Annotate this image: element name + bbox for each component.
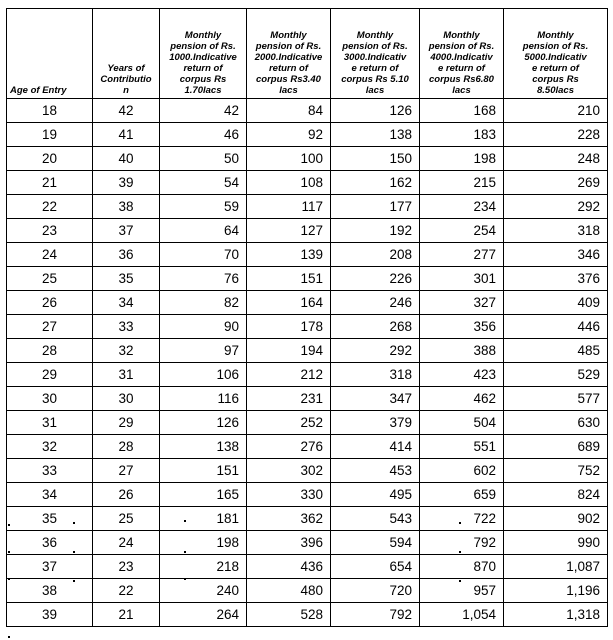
- cell-pension-1000: 264: [160, 603, 247, 627]
- table-row: [7, 531, 608, 555]
- header-pension-4000: Monthly pension of Rs. 4000.Indicativ e return of corpus Rs6.80 lacs: [420, 9, 504, 99]
- scan-speck: [459, 522, 461, 524]
- scan-speck: [8, 524, 10, 526]
- cell-years: 29: [93, 411, 160, 435]
- header-pension-3000: Monthly pension of Rs. 3000.Indicativ e return of corpus Rs 5.10 lacs: [331, 9, 420, 99]
- header-years-of-contribution: Years of Contributio n: [93, 9, 160, 99]
- scan-speck: [8, 578, 10, 580]
- cell-pension-1000: 64: [160, 219, 247, 243]
- cell-pension-5000: 409: [504, 291, 608, 315]
- table-row: [7, 243, 608, 267]
- cell-pension-5000: 1,318: [504, 603, 608, 627]
- scan-speck: [459, 580, 461, 582]
- cell-pension-1000: 59: [160, 195, 247, 219]
- cell-pension-2000: 396: [247, 531, 331, 555]
- cell-pension-4000: 957: [420, 579, 504, 603]
- cell-pension-2000: 276: [247, 435, 331, 459]
- cell-pension-3000: 177: [331, 195, 420, 219]
- cell-pension-4000: 198: [420, 147, 504, 171]
- cell-years: 30: [93, 387, 160, 411]
- table-row: [7, 363, 608, 387]
- cell-years: 26: [93, 483, 160, 507]
- cell-years: 28: [93, 435, 160, 459]
- cell-age: 24: [7, 243, 93, 267]
- cell-pension-4000: 602: [420, 459, 504, 483]
- cell-pension-2000: 302: [247, 459, 331, 483]
- cell-pension-3000: 208: [331, 243, 420, 267]
- cell-pension-2000: 92: [247, 123, 331, 147]
- cell-pension-2000: 151: [247, 267, 331, 291]
- cell-pension-2000: 108: [247, 171, 331, 195]
- cell-years: 38: [93, 195, 160, 219]
- cell-pension-1000: 138: [160, 435, 247, 459]
- cell-pension-3000: 654: [331, 555, 420, 579]
- cell-pension-3000: 453: [331, 459, 420, 483]
- cell-pension-4000: 327: [420, 291, 504, 315]
- cell-pension-1000: 70: [160, 243, 247, 267]
- cell-pension-5000: 630: [504, 411, 608, 435]
- cell-pension-4000: 277: [420, 243, 504, 267]
- table-row: [7, 579, 608, 603]
- cell-pension-3000: 347: [331, 387, 420, 411]
- cell-age: 39: [7, 603, 93, 627]
- cell-pension-2000: 164: [247, 291, 331, 315]
- cell-pension-4000: 183: [420, 123, 504, 147]
- cell-pension-4000: 168: [420, 99, 504, 123]
- table-row: [7, 483, 608, 507]
- table-row: [7, 387, 608, 411]
- cell-pension-5000: 269: [504, 171, 608, 195]
- cell-pension-4000: 356: [420, 315, 504, 339]
- cell-years: 41: [93, 123, 160, 147]
- cell-age: 33: [7, 459, 93, 483]
- cell-pension-3000: 495: [331, 483, 420, 507]
- cell-years: 23: [93, 555, 160, 579]
- table-row: [7, 147, 608, 171]
- cell-age: 28: [7, 339, 93, 363]
- cell-pension-3000: 192: [331, 219, 420, 243]
- cell-pension-4000: 722: [420, 507, 504, 531]
- table-row: [7, 315, 608, 339]
- table-row: [7, 99, 608, 123]
- scan-speck: [8, 636, 10, 638]
- cell-pension-1000: 198: [160, 531, 247, 555]
- scan-speck: [73, 580, 75, 582]
- cell-age: 26: [7, 291, 93, 315]
- cell-pension-5000: 485: [504, 339, 608, 363]
- table-row: [7, 435, 608, 459]
- table-row: [7, 459, 608, 483]
- cell-years: 35: [93, 267, 160, 291]
- cell-pension-4000: 301: [420, 267, 504, 291]
- cell-years: 25: [93, 507, 160, 531]
- cell-pension-4000: 462: [420, 387, 504, 411]
- cell-pension-1000: 90: [160, 315, 247, 339]
- cell-pension-3000: 292: [331, 339, 420, 363]
- cell-pension-5000: 902: [504, 507, 608, 531]
- cell-pension-5000: 1,196: [504, 579, 608, 603]
- table-row: [7, 195, 608, 219]
- cell-pension-5000: 210: [504, 99, 608, 123]
- cell-age: 29: [7, 363, 93, 387]
- header-pension-2000: Monthly pension of Rs. 2000.Indicative return of corpus Rs3.40 lacs: [247, 9, 331, 99]
- table-row: [7, 171, 608, 195]
- cell-pension-5000: 577: [504, 387, 608, 411]
- cell-pension-2000: 252: [247, 411, 331, 435]
- table-row: [7, 267, 608, 291]
- table-row: [7, 339, 608, 363]
- cell-age: 35: [7, 507, 93, 531]
- cell-pension-1000: 97: [160, 339, 247, 363]
- cell-pension-3000: 162: [331, 171, 420, 195]
- cell-pension-2000: 528: [247, 603, 331, 627]
- cell-pension-5000: 752: [504, 459, 608, 483]
- cell-age: 25: [7, 267, 93, 291]
- cell-age: 38: [7, 579, 93, 603]
- scan-speck: [459, 551, 461, 553]
- cell-pension-5000: 376: [504, 267, 608, 291]
- cell-pension-5000: 292: [504, 195, 608, 219]
- header-pension-5000: Monthly pension of Rs. 5000.Indicativ e return of corpus Rs 8.50lacs: [504, 9, 608, 99]
- cell-pension-3000: 126: [331, 99, 420, 123]
- cell-age: 21: [7, 171, 93, 195]
- header-age-of-entry: Age of Entry: [7, 9, 93, 99]
- cell-pension-1000: 42: [160, 99, 247, 123]
- cell-pension-2000: 84: [247, 99, 331, 123]
- cell-pension-4000: 215: [420, 171, 504, 195]
- cell-pension-4000: 870: [420, 555, 504, 579]
- cell-pension-1000: 218: [160, 555, 247, 579]
- cell-years: 40: [93, 147, 160, 171]
- scan-speck: [184, 551, 186, 553]
- cell-pension-2000: 127: [247, 219, 331, 243]
- table-row: [7, 411, 608, 435]
- cell-pension-1000: 165: [160, 483, 247, 507]
- table-row: [7, 291, 608, 315]
- cell-pension-1000: 106: [160, 363, 247, 387]
- cell-age: 34: [7, 483, 93, 507]
- cell-pension-2000: 194: [247, 339, 331, 363]
- cell-pension-1000: 181: [160, 507, 247, 531]
- table-row: [7, 219, 608, 243]
- cell-age: 18: [7, 99, 93, 123]
- cell-pension-5000: 318: [504, 219, 608, 243]
- cell-pension-3000: 318: [331, 363, 420, 387]
- scan-speck: [184, 578, 186, 580]
- cell-pension-5000: 446: [504, 315, 608, 339]
- cell-age: 19: [7, 123, 93, 147]
- cell-pension-3000: 268: [331, 315, 420, 339]
- table-header: [7, 9, 608, 99]
- cell-pension-1000: 240: [160, 579, 247, 603]
- cell-years: 39: [93, 171, 160, 195]
- cell-years: 33: [93, 315, 160, 339]
- cell-age: 31: [7, 411, 93, 435]
- scan-speck: [8, 551, 10, 553]
- cell-pension-4000: 254: [420, 219, 504, 243]
- cell-pension-4000: 792: [420, 531, 504, 555]
- pension-table-container: [6, 8, 607, 627]
- cell-pension-2000: 100: [247, 147, 331, 171]
- table-row: [7, 555, 608, 579]
- cell-pension-5000: 248: [504, 147, 608, 171]
- cell-pension-3000: 414: [331, 435, 420, 459]
- cell-pension-4000: 659: [420, 483, 504, 507]
- cell-pension-5000: 824: [504, 483, 608, 507]
- cell-pension-1000: 116: [160, 387, 247, 411]
- cell-pension-3000: 138: [331, 123, 420, 147]
- cell-years: 34: [93, 291, 160, 315]
- cell-pension-1000: 151: [160, 459, 247, 483]
- cell-pension-5000: 1,087: [504, 555, 608, 579]
- cell-pension-4000: 1,054: [420, 603, 504, 627]
- cell-pension-4000: 423: [420, 363, 504, 387]
- cell-pension-2000: 212: [247, 363, 331, 387]
- cell-age: 20: [7, 147, 93, 171]
- cell-pension-3000: 720: [331, 579, 420, 603]
- cell-age: 22: [7, 195, 93, 219]
- cell-years: 21: [93, 603, 160, 627]
- header-row: [7, 9, 608, 99]
- cell-pension-4000: 551: [420, 435, 504, 459]
- table-row: [7, 507, 608, 531]
- cell-years: 42: [93, 99, 160, 123]
- cell-years: 24: [93, 531, 160, 555]
- cell-pension-5000: 346: [504, 243, 608, 267]
- cell-age: 27: [7, 315, 93, 339]
- cell-pension-1000: 82: [160, 291, 247, 315]
- cell-pension-5000: 990: [504, 531, 608, 555]
- cell-pension-3000: 792: [331, 603, 420, 627]
- cell-pension-1000: 76: [160, 267, 247, 291]
- cell-pension-2000: 330: [247, 483, 331, 507]
- cell-pension-2000: 139: [247, 243, 331, 267]
- cell-pension-2000: 436: [247, 555, 331, 579]
- cell-pension-5000: 689: [504, 435, 608, 459]
- cell-age: 30: [7, 387, 93, 411]
- header-pension-1000: Monthly pension of Rs. 1000.Indicative return of corpus Rs 1.70lacs: [160, 9, 247, 99]
- cell-pension-2000: 362: [247, 507, 331, 531]
- cell-pension-3000: 150: [331, 147, 420, 171]
- cell-years: 36: [93, 243, 160, 267]
- cell-pension-3000: 379: [331, 411, 420, 435]
- table-row: [7, 123, 608, 147]
- cell-pension-3000: 543: [331, 507, 420, 531]
- cell-pension-4000: 234: [420, 195, 504, 219]
- cell-pension-5000: 228: [504, 123, 608, 147]
- cell-pension-3000: 594: [331, 531, 420, 555]
- cell-pension-2000: 117: [247, 195, 331, 219]
- cell-age: 36: [7, 531, 93, 555]
- cell-pension-1000: 46: [160, 123, 247, 147]
- cell-pension-4000: 388: [420, 339, 504, 363]
- pension-table: [6, 8, 608, 627]
- table-row: [7, 603, 608, 627]
- cell-pension-3000: 246: [331, 291, 420, 315]
- cell-age: 23: [7, 219, 93, 243]
- table-body: [7, 99, 608, 627]
- cell-pension-5000: 529: [504, 363, 608, 387]
- cell-pension-1000: 126: [160, 411, 247, 435]
- cell-pension-2000: 231: [247, 387, 331, 411]
- cell-pension-2000: 480: [247, 579, 331, 603]
- cell-pension-1000: 50: [160, 147, 247, 171]
- scan-speck: [73, 522, 75, 524]
- cell-age: 37: [7, 555, 93, 579]
- scan-speck: [73, 551, 75, 553]
- cell-years: 31: [93, 363, 160, 387]
- cell-pension-2000: 178: [247, 315, 331, 339]
- scan-speck: [184, 520, 186, 522]
- cell-pension-1000: 54: [160, 171, 247, 195]
- cell-pension-3000: 226: [331, 267, 420, 291]
- cell-pension-4000: 504: [420, 411, 504, 435]
- cell-years: 22: [93, 579, 160, 603]
- cell-years: 27: [93, 459, 160, 483]
- cell-years: 37: [93, 219, 160, 243]
- cell-years: 32: [93, 339, 160, 363]
- cell-age: 32: [7, 435, 93, 459]
